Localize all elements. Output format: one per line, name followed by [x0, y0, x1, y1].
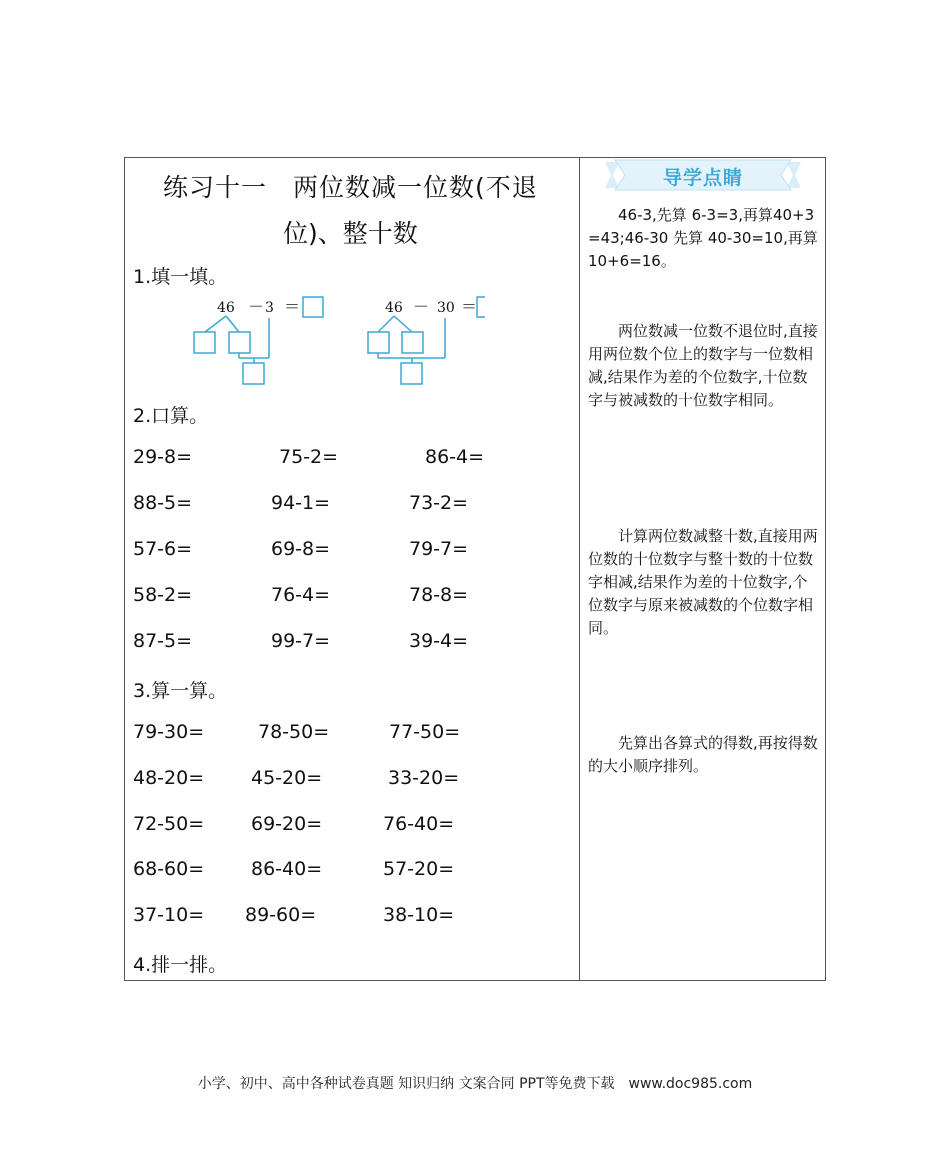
oral-problem: 58-2=	[133, 584, 193, 606]
diagram-1-answer-box[interactable]	[303, 297, 323, 317]
calc-problem: 33-20=	[388, 767, 460, 789]
section4-heading: 4.排一排。	[133, 954, 228, 976]
diagram-1-tens-box[interactable]	[194, 332, 215, 353]
oral-problem: 78-8=	[409, 584, 469, 606]
oral-problem: 99-7=	[271, 630, 331, 652]
oral-problem: 94-1=	[271, 492, 331, 514]
section1-heading: 1.填一填。	[133, 266, 228, 288]
calc-problem: 79-30=	[133, 721, 205, 743]
decomposition-diagrams	[185, 292, 485, 388]
oral-row-3	[133, 538, 573, 564]
diagram-1-minuend: 46	[217, 300, 235, 316]
tip-4: 先算出各算式的得数,再按得数的大小顺序排列。	[588, 734, 818, 775]
section2-heading: 2.口算。	[133, 405, 209, 427]
calc-problem: 68-60=	[133, 858, 205, 880]
calc-row-3	[133, 813, 573, 839]
calc-problem: 48-20=	[133, 767, 205, 789]
oral-problem: 88-5=	[133, 492, 193, 514]
diagram-1	[194, 297, 323, 384]
oral-problem: 73-2=	[409, 492, 469, 514]
section3-heading: 3.算一算。	[133, 680, 228, 702]
oral-problem: 87-5=	[133, 630, 193, 652]
exercise-column	[125, 158, 579, 980]
oral-problem: 76-4=	[271, 584, 331, 606]
worksheet	[124, 157, 826, 981]
diagram-2-answer-box[interactable]	[477, 297, 485, 317]
diagram-2-minuend: 46	[385, 300, 403, 316]
calc-problem: 57-20=	[383, 858, 455, 880]
calc-problem: 76-40=	[383, 813, 455, 835]
oral-row-4	[133, 584, 573, 610]
calc-problem: 37-10=	[133, 904, 205, 926]
oral-problem: 69-8=	[271, 538, 331, 560]
calc-problem: 78-50=	[258, 721, 330, 743]
oral-row-5	[133, 630, 573, 656]
calc-problem: 77-50=	[389, 721, 461, 743]
diagram-1-result-box[interactable]	[243, 363, 264, 384]
diagram-1-operator: －	[248, 297, 265, 316]
diagram-1-ones-box[interactable]	[229, 332, 250, 353]
calc-problem: 72-50=	[133, 813, 205, 835]
calc-row-5	[133, 904, 573, 930]
diagram-2-tens-box[interactable]	[368, 332, 389, 353]
tips-banner-title: 导学点睛	[662, 167, 743, 189]
calc-problem: 45-20=	[251, 767, 323, 789]
calc-row-4	[133, 858, 573, 884]
calc-problem: 38-10=	[383, 904, 455, 926]
oral-row-1	[133, 446, 573, 472]
calc-problem: 89-60=	[245, 904, 317, 926]
diagram-2-subtrahend: 30	[437, 300, 455, 316]
diagram-1-subtrahend: 3	[265, 300, 274, 316]
page-title-line1: 练习十一 两位数减一位数(不退	[163, 173, 538, 202]
diagram-2-equals: ＝	[461, 297, 478, 316]
oral-problem: 75-2=	[279, 446, 339, 468]
diagram-2-result-box[interactable]	[401, 363, 422, 384]
calc-problem: 86-40=	[251, 858, 323, 880]
diagram-2-ones-box[interactable]	[402, 332, 423, 353]
oral-problem: 39-4=	[409, 630, 469, 652]
tip-3: 计算两位数减整十数,直接用两位数的十位数字与整十数的十位数字相减,结果作为差的十位数字,个位数字与原来被减数的个位数字相同。	[588, 527, 818, 637]
diagram-1-equals: ＝	[284, 297, 301, 316]
oral-problem: 57-6=	[133, 538, 193, 560]
diagram-2	[368, 297, 485, 384]
tip-1: 46-3,先算 6-3=3,再算40+3=43;46-30 先算 40-30=10,再算 10+6=16。	[588, 206, 818, 270]
page-footer: 小学、初中、高中各种试卷真题 知识归纳 文案合同 PPT等免费下载 www.doc985.com	[197, 1076, 753, 1092]
calc-problem: 69-20=	[251, 813, 323, 835]
calc-row-1	[133, 721, 573, 747]
tips-column	[580, 158, 826, 980]
oral-row-2	[133, 492, 573, 518]
calc-row-2	[133, 767, 573, 793]
tip-2: 两位数减一位数不退位时,直接用两位数个位上的数字与一位数相减,结果作为差的个位数字,十位数字与被减数的十位数字相同。	[588, 322, 818, 409]
page-title-line2: 位)、整十数	[283, 219, 418, 248]
oral-problem: 86-4=	[425, 446, 485, 468]
oral-problem: 79-7=	[409, 538, 469, 560]
oral-problem: 29-8=	[133, 446, 193, 468]
diagram-2-operator: －	[413, 297, 430, 316]
